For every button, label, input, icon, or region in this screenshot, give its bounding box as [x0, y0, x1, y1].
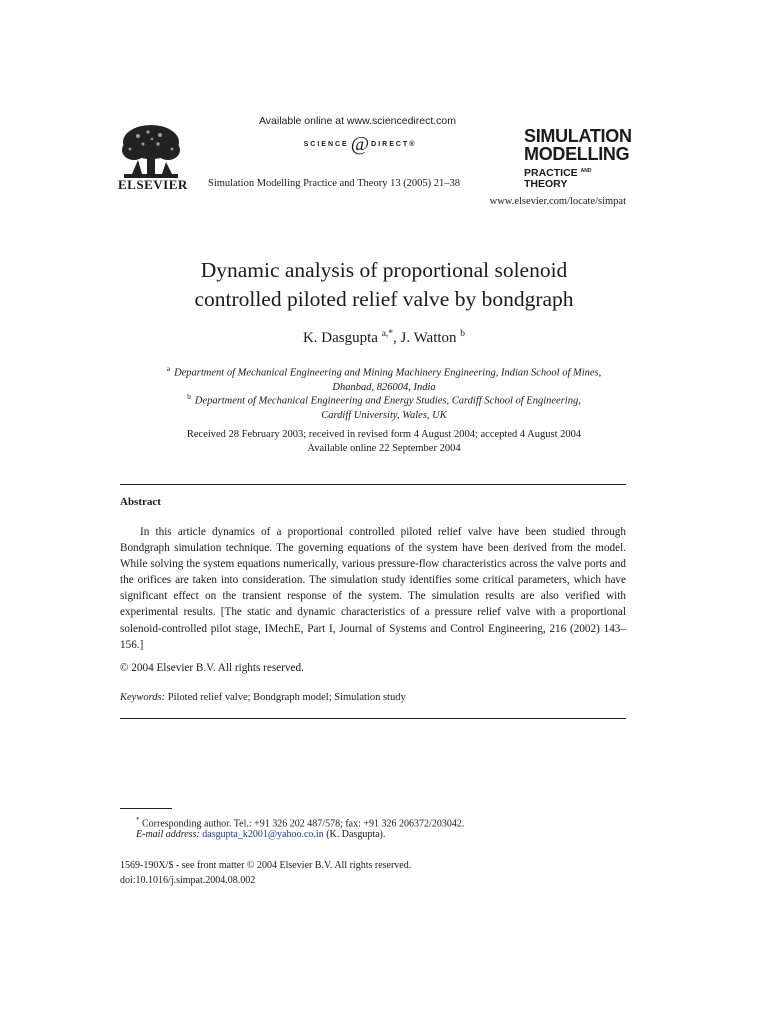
publisher-name: ELSEVIER [118, 177, 188, 192]
abstract-body: In this article dynamics of a proportional controlled piloted relief valve have been studied through Bondgraph simulation technique. The governing equations of the system have been derived from the model. While solving the system equations numerically, various pressure-flow characteristics across the valve ports and the orifices are taken into consideration. The simulation study identifies some critical parameters, which have significant effect on the transient response of the system. The simulation results are also verified with experimental results. [The static and dynamic characteristics of a pressure relief valve with a proportional solenoid-controlled pilot stage, IMechE, Part I, Journal of Systems and Control Engineering, 216 (2002) 143–156.] [120, 526, 626, 651]
affiliation-a: $^a$ Department of Mechanical Engineering and Mining Machinery Engineering, Indian School of Mines, Dhanbad, 826004, India [166, 364, 602, 393]
available-online-text: Available online at www.sciencedirect.com [258, 115, 457, 127]
issn-line: 1569-190X/$ - see front matter © 2004 Elsevier B.V. All rights reserved. [120, 860, 412, 871]
author-name[interactable]: J. Watton [400, 330, 457, 346]
article-history: Received 28 February 2003; received in revised form 4 August 2004; accepted 4 August 2004 Available online 22 September 2004 [186, 429, 582, 454]
divider [120, 718, 626, 719]
keywords: Keywords: Piloted relief valve; Bondgraph model; Simulation study [120, 692, 406, 703]
email-note: E-mail address: dasgupta_k2001@yahoo.co.in (K. Dasgupta). [136, 829, 386, 840]
journal-logo: SIMULATION MODELLING PRACTICE $^{AND}$ THEORY [524, 126, 632, 190]
article-title: Dynamic analysis of proportional solenoid controlled piloted relief valve by bondgraph [194, 258, 574, 311]
corresponding-author-note: * Corresponding author. Tel.: +91 326 202 487/578; fax: +91 326 206372/203042. [136, 816, 465, 830]
journal-url-link[interactable]: www.elsevier.com/locate/simpat [489, 196, 626, 207]
author-list: K. Dasgupta $^{a,*}$, J. Watton $^b$ [302, 329, 466, 346]
footnote-rule [120, 808, 172, 809]
journal-citation: Simulation Modelling Practice and Theory 13 (2005) 21–38 [208, 178, 461, 189]
sciencedirect-logo: SCIENCE @ DIRECT ® [303, 132, 417, 155]
copyright-notice: © 2004 Elsevier B.V. All rights reserved. [120, 662, 304, 674]
affiliation-b: $^b$ Department of Mechanical Engineering and Energy Studies, Cardiff School of Engineering, Cardiff University, Wales, UK [187, 392, 581, 421]
divider [120, 484, 626, 485]
doi-link[interactable]: doi:10.1016/j.simpat.2004.08.002 [120, 875, 256, 886]
email-link[interactable]: dasgupta_k2001@yahoo.co.in [202, 829, 324, 840]
author-name[interactable]: K. Dasgupta [302, 330, 378, 346]
abstract-heading: Abstract [120, 496, 161, 508]
